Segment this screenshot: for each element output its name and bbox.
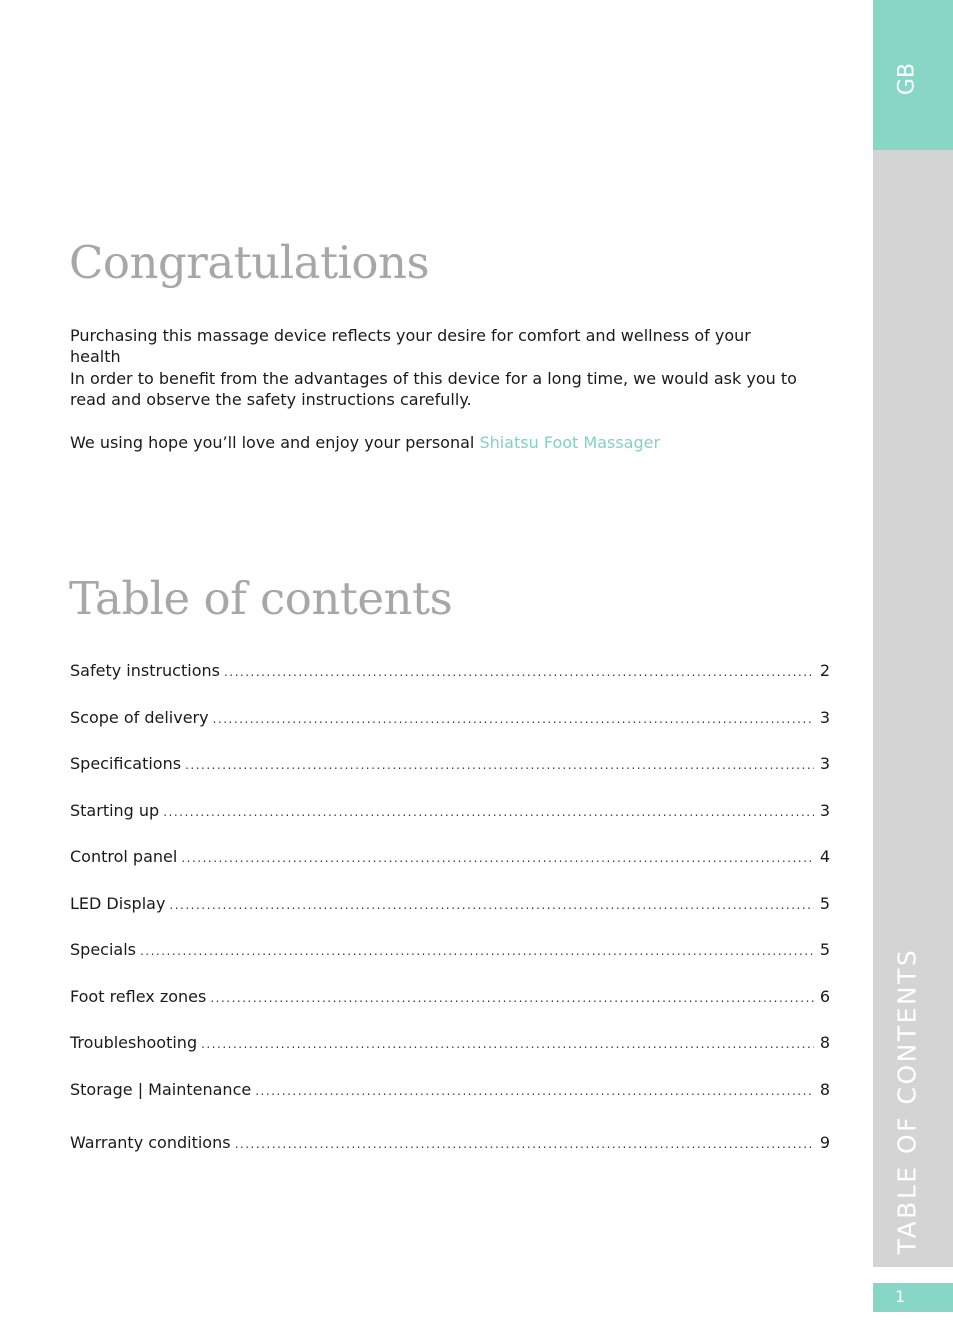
toc-item-control-panel[interactable] <box>70 847 830 871</box>
toc-item-page: 2 <box>819 661 830 680</box>
toc-item-led-display[interactable] <box>70 894 830 918</box>
toc-item-page: 6 <box>819 987 830 1006</box>
toc-item-page: 3 <box>819 754 830 773</box>
toc-item-label: LED Display <box>70 894 166 913</box>
congratulations-heading: Congratulations <box>69 236 430 289</box>
toc-dot-leader <box>255 1084 814 1098</box>
section-title-vertical: TABLE OF CONTENTS <box>892 947 922 1255</box>
toc-item-specifications[interactable] <box>70 754 830 778</box>
toc-item-label: Foot reflex zones <box>70 987 207 1006</box>
toc-item-label: Specials <box>70 940 136 959</box>
toc-item-page: 3 <box>819 801 830 820</box>
toc-item-specials[interactable] <box>70 940 830 964</box>
product-name: Shiatsu Foot Massager <box>479 433 661 452</box>
toc-item-page: 5 <box>819 940 830 959</box>
toc-dot-leader <box>181 851 814 865</box>
toc-dot-leader <box>185 758 814 772</box>
toc-dot-leader <box>224 665 814 679</box>
intro-paragraph-3-text: We using hope you’ll love and enjoy your personal <box>70 433 480 452</box>
toc-dot-leader <box>169 898 813 912</box>
toc-item-label: Specifications <box>70 754 182 773</box>
toc-item-label: Scope of delivery <box>70 708 209 727</box>
toc-item-label: Troubleshooting <box>70 1033 198 1052</box>
toc-item-storage-maintenance[interactable] <box>70 1080 830 1104</box>
toc-item-troubleshooting[interactable] <box>70 1033 830 1057</box>
intro-paragraph-3 <box>70 432 800 453</box>
language-tab-label: GB <box>894 62 920 96</box>
toc-dot-leader <box>235 1137 814 1151</box>
toc-item-warranty-conditions[interactable] <box>70 1133 830 1157</box>
toc-item-safety-instructions[interactable] <box>70 661 830 685</box>
toc-item-label: Safety instructions <box>70 661 220 680</box>
page-number-box <box>873 1283 953 1312</box>
toc-item-foot-reflex-zones[interactable] <box>70 987 830 1011</box>
toc-item-starting-up[interactable] <box>70 801 830 825</box>
toc-dot-leader <box>201 1037 814 1051</box>
toc-dot-leader <box>213 712 814 726</box>
toc-item-label: Storage | Maintenance <box>70 1080 252 1099</box>
toc-item-scope-of-delivery[interactable] <box>70 708 830 732</box>
table-of-contents-heading: Table of contents <box>69 572 453 625</box>
intro-paragraph-2: In order to benefit from the advantages of this device for a long time, we would ask you to read and observe the safety instructions carefully. <box>70 369 797 409</box>
toc-item-label: Starting up <box>70 801 160 820</box>
toc-item-label: Warranty conditions <box>70 1133 231 1152</box>
toc-dot-leader <box>140 944 814 958</box>
page-number: 1 <box>895 1287 906 1306</box>
toc-item-page: 8 <box>819 1033 830 1052</box>
toc-item-page: 8 <box>819 1080 830 1099</box>
intro-paragraph-1: Purchasing this massage device reflects your desire for comfort and wellness of your health <box>70 326 751 366</box>
toc-item-page: 4 <box>819 847 830 866</box>
toc-item-label: Control panel <box>70 847 178 866</box>
toc-item-page: 5 <box>819 894 830 913</box>
toc-dot-leader <box>210 991 813 1005</box>
toc-dot-leader <box>163 805 814 819</box>
toc-item-page: 3 <box>819 708 830 727</box>
toc-item-page: 9 <box>819 1133 830 1152</box>
